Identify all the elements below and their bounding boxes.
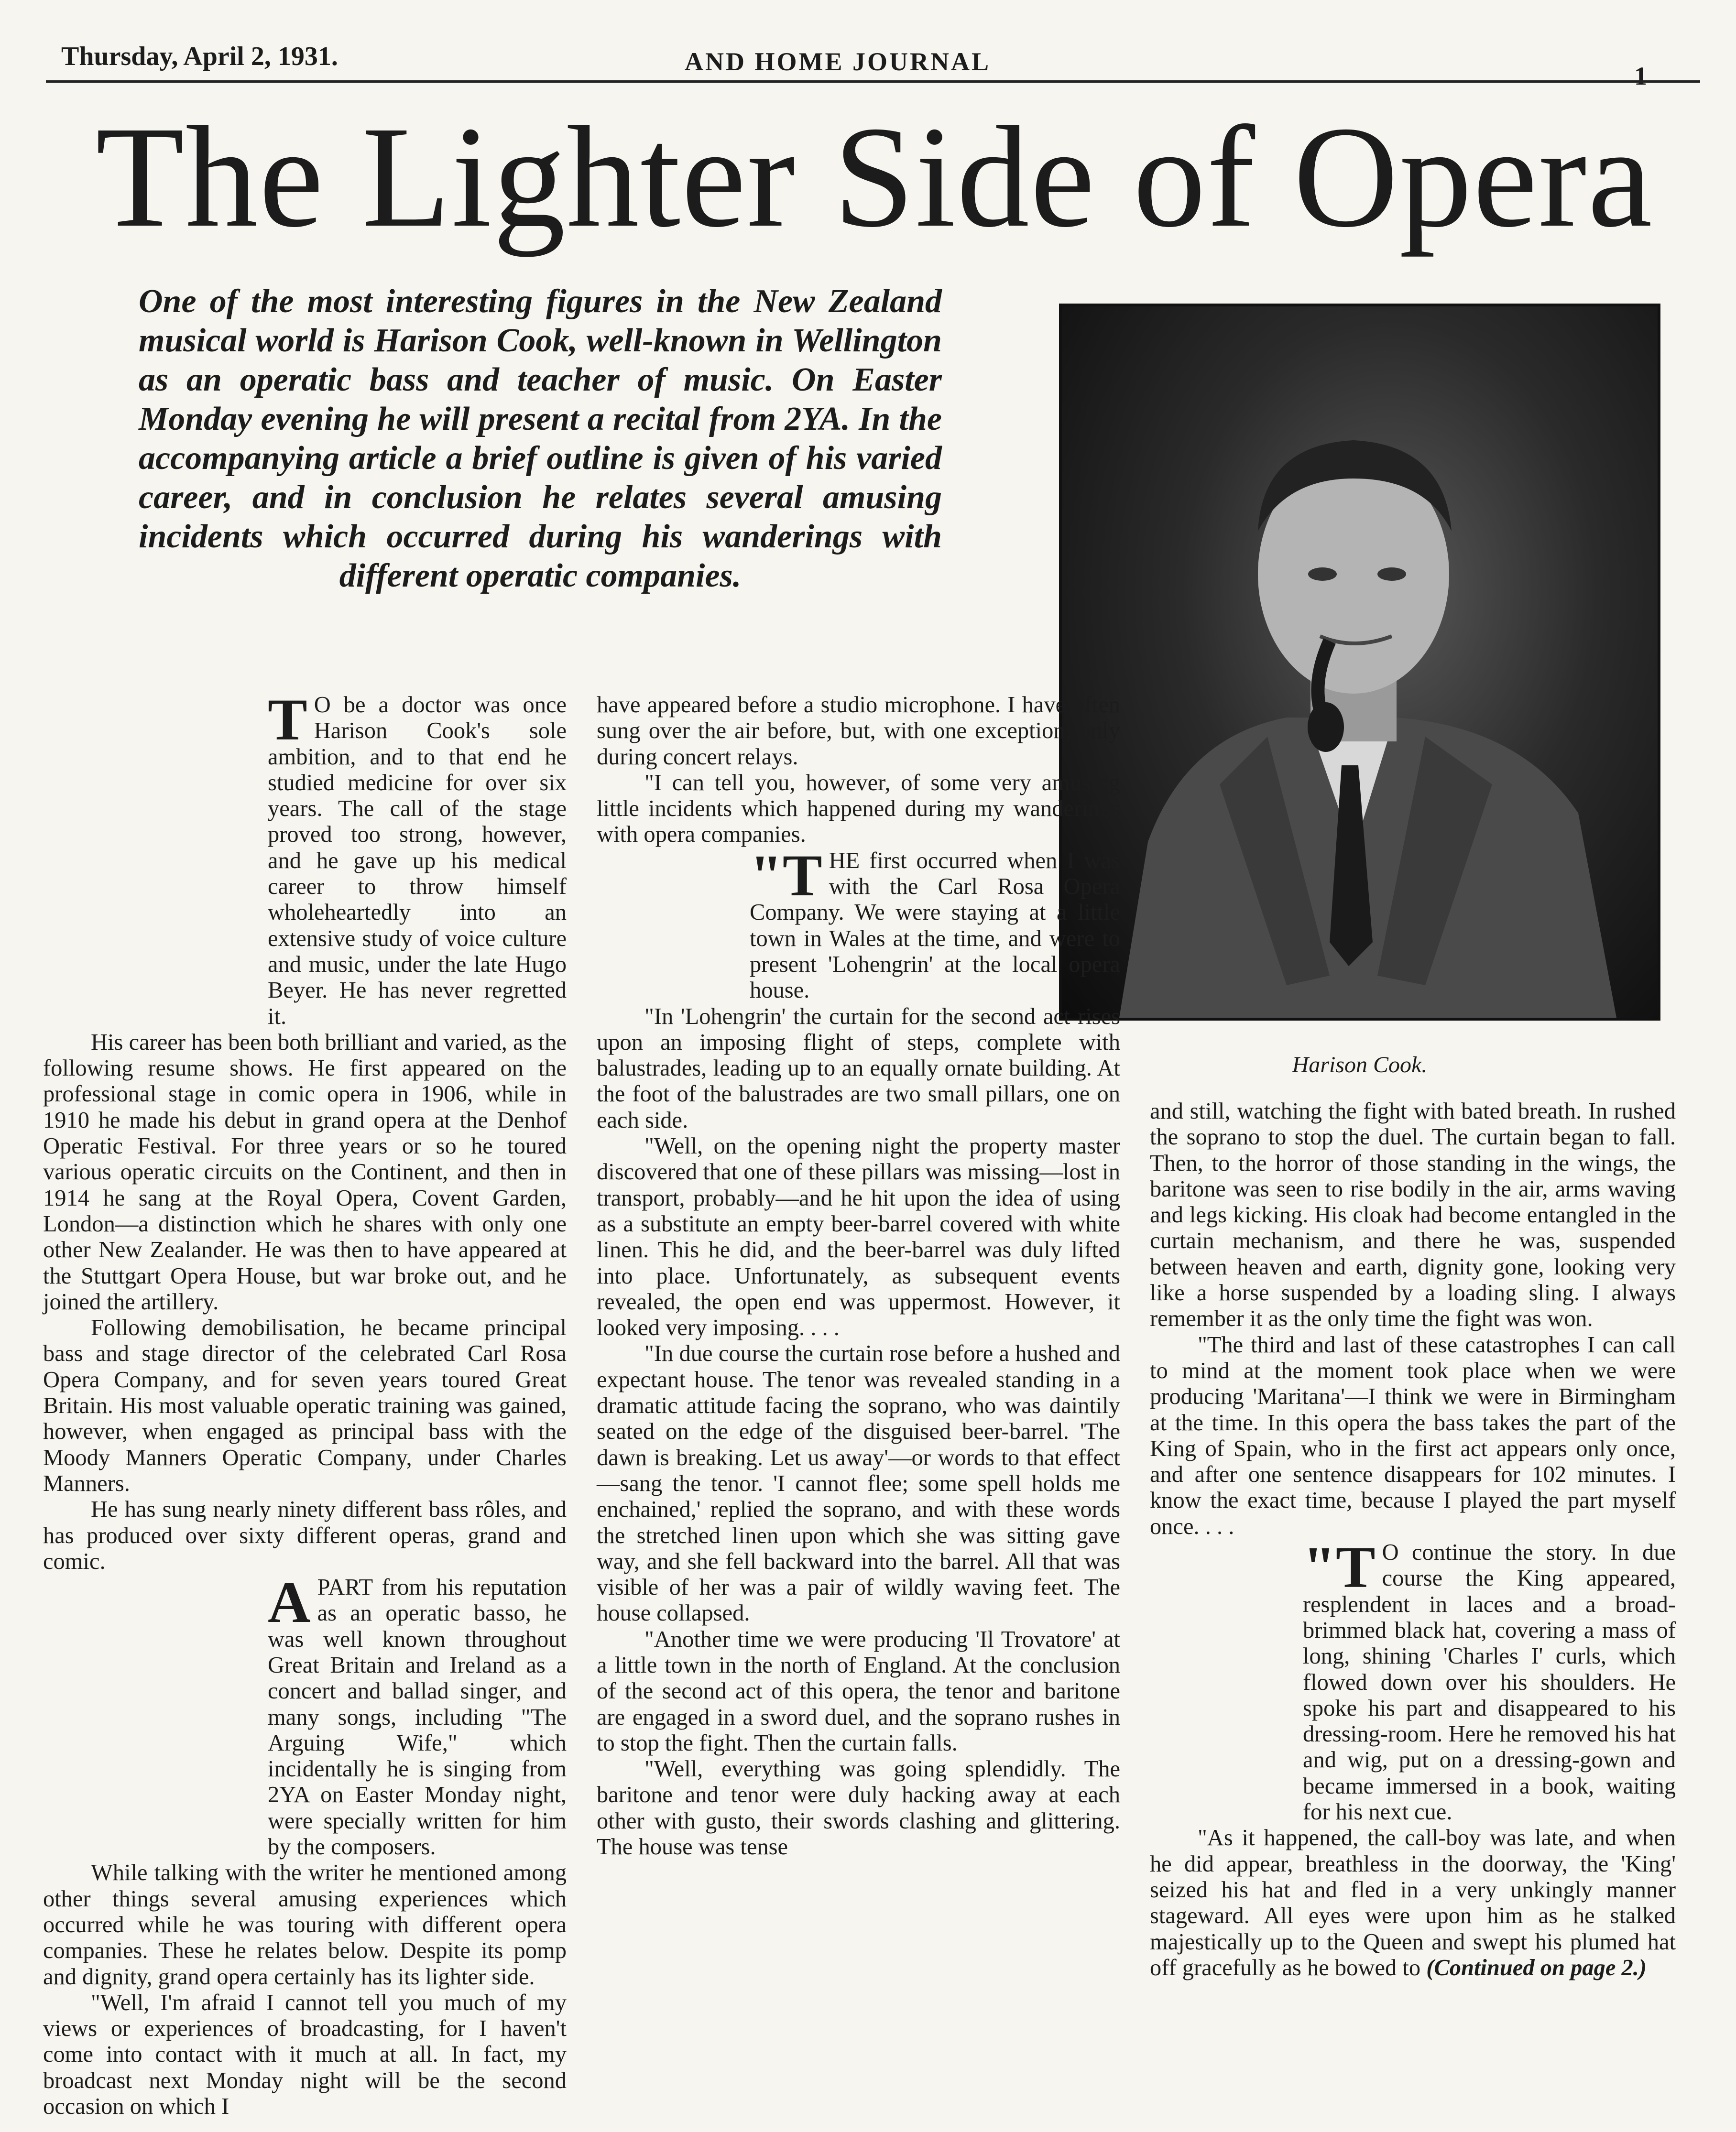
column-3-paragraph-4: "As it happened, the call-boy was late, and when he did appear, breathless in the doorway, the 'King' seized his hat and fled in a very unkingly manner stageward. All eyes were upon him as he stalked majestically up to the Queen and swept his plumed hat off gracefully as he bowed to (Continued on page 2.): [1150, 1825, 1676, 1980]
column-3-paragraph-2: "The third and last of these catastrophes I can call to mind at the moment took place when we were producing 'Maritana'—I think we were in Birmingham at the time. In this opera the bass takes the part of the King of Spain, who in the first act appears only once, and after one sentence disappears for 102 minutes. I know the exact time, because I played the part myself once. . . .: [1150, 1332, 1676, 1539]
column-2-paragraph-3: "THE first occurred when I was with the Carl Rosa Opera Company. We were staying at a little town in Wales at the time, and were to present 'Lohengrin' at the local opera house.: [750, 842, 1120, 1003]
portrait-figure: [1062, 306, 1658, 1018]
column-1-paragraph-5: APART from his reputation as an operatic basso, he was well known throughout Great Britain and Ireland as a concert and ballad singer, and many songs, including "The Arguing Wife," which incidentally he is singing from 2YA on Easter Monday night, were specially written for him by the composers.: [268, 1569, 567, 1860]
column-1-paragraph-2: His career has been both brilliant and varied, as the following resume shows. He first appeared on the professional stage in comic opera in 1906, while in 1910 he made his debut in grand opera at the Denhof Operatic Festival. For three years or so he toured various operatic circuits on the Continent, and then in 1914 he sang at the Royal Opera, Covent Garden, London—a distinction which he shares with only one other New Zealander. He was then to have appeared at the Stuttgart Opera House, but war broke out, and he joined the artillery.: [43, 1029, 567, 1315]
column-1-paragraph-7: "Well, I'm afraid I cannot tell you much of my views or experiences of broadcasting, for I haven't come into contact with it much at all. In fact, my broadcast next Monday night will be the second occasion on which I: [43, 1990, 567, 2120]
column-3-paragraph-1: and still, watching the fight with bated breath. In rushed the soprano to stop the duel. The curtain began to fall. Then, to the horror of those standing in the wings, the baritone was seen to rise bodily in the air, arms waving and legs kicking. His cloak had become entangled in the curtain mechanism, and there he was, suspended between heaven and earth, dignity gone, looking very like a horse suspended by a loading sling. I always remember it as the only time the fight was won.: [1150, 1099, 1676, 1332]
drop-cap: A: [268, 1569, 311, 1635]
column-2-paragraph-5: "Well, on the opening night the property master discovered that one of these pillars was missing—lost in transport, probably—and he hit upon the idea of using as a substitute an empty beer-barrel covered with white linen. This he did, and the beer-barrel was duly lifted into place. Unfortunately, as subsequent events revealed, the open end was uppermost. However, it looked very imposing. . . .: [597, 1133, 1120, 1341]
column-2-paragraph-2: "I can tell you, however, of some very amusing little incidents which happened during my wanderings with opera companies.: [597, 770, 1120, 848]
drop-cap: "T: [1303, 1534, 1376, 1600]
article-title: The Lighter Side of Opera: [96, 96, 1653, 257]
article-column-2: [597, 692, 1120, 2117]
column-2-paragraph-7: "Another time we were producing 'Il Trovatore' at a little town in the north of England. At the conclusion of the second act of this opera, the tenor and baritone are engaged in a sword duel, and the soprano rushes in to stop the fight. Then the curtain falls.: [597, 1626, 1120, 1756]
article-column-1: [43, 687, 567, 2120]
header-rule: [46, 80, 1700, 83]
article-intro: One of the most interesting figures in the New Zealand musical world is Harison Cook, well-known in Wellington as an operatic bass and teacher of music. On Easter Monday evening he will present a recital from 2YA. In the accompanying article a brief outline is given of his varied career, and in conclusion he relates several amusing incidents which occurred during his wanderings with different operatic companies.: [139, 283, 942, 594]
drop-cap: "T: [750, 842, 822, 908]
column-1-paragraph-1: T O be a doctor was once Harison Cook's sole ambition, and to that end he studied medicine for over six years. The call of the stage proved too strong, however, and he gave up his medical career to throw himself wholeheartedly into an extensive study of voice culture and music, under the late Hugo Beyer. He has never regretted it.: [268, 687, 567, 1029]
column-2-paragraph-1: have appeared before a studio microphone. I have often sung over the air before, but, with one exception, only during concert relays.: [597, 692, 1120, 770]
photo-caption: Harison Cook.: [1292, 1052, 1428, 1077]
column-1-paragraph-3: Following demobilisation, he became principal bass and stage director of the celebrated Carl Rosa Opera Company, and for seven years toured Great Britain. His most valuable operatic training was gained, however, when engaged as principal bass with the Moody Manners Operatic Company, under Charles Manners.: [43, 1315, 567, 1496]
column-2-paragraph-6: "In due course the curtain rose before a hushed and expectant house. The tenor was revealed standing in a dramatic attitude facing the soprano, who was daintily seated on the edge of the disguised beer-barrel. 'The dawn is breaking. Let us away'—or words to that effect—sang the tenor. 'I cannot flee; some spell holds me enchained,' replied the soprano, and with these words the stretched linen upon which she was sitting gave way, and she fell backward into the barrel. All that was visible of her was a pair of wildly waving feet. The house collapsed.: [597, 1341, 1120, 1626]
portrait-photo: [1059, 304, 1660, 1021]
column-2-paragraph-4: "In 'Lohengrin' the curtain for the second act rises upon an imposing flight of steps, complete with balustrades, leading up to an equally ornate building. At the foot of the balustrades are two small pillars, one on each side.: [597, 1003, 1120, 1133]
continued-note: (Continued on page 2.): [1426, 1955, 1647, 1980]
issue-date: Thursday, April 2, 1931.: [61, 42, 338, 71]
page-number: 1: [1634, 62, 1647, 90]
column-1-paragraph-4: He has sung nearly ninety different bass rôles, and has produced over sixty different operas, grand and comic.: [43, 1497, 567, 1574]
article-column-3: [1150, 1099, 1676, 2117]
drop-cap: T: [268, 687, 307, 752]
journal-name: AND HOME JOURNAL: [685, 47, 991, 76]
column-1-paragraph-6: While talking with the writer he mentioned among other things several amusing experiences which occurred while he was touring with different opera companies. These he relates below. Despite its pomp and dignity, grand opera certainly has its lighter side.: [43, 1860, 567, 1990]
column-2-paragraph-8: "Well, everything was going splendidly. The baritone and tenor were duly hacking away at each other with gusto, their swords clashing and glittering. The house was tense: [597, 1756, 1120, 1860]
column-3-paragraph-3: "T O continue the story. In due course the King appeared, resplendent in laces and a broad-brimmed black hat, covering a mass of long, shining 'Charles I' curls, which flowed down over his shoulders. He spoke his part and disappeared to his dressing-room. Here he removed his hat and wig, put on a dressing-gown and became immersed in a book, waiting for his next cue.: [1303, 1534, 1676, 1825]
